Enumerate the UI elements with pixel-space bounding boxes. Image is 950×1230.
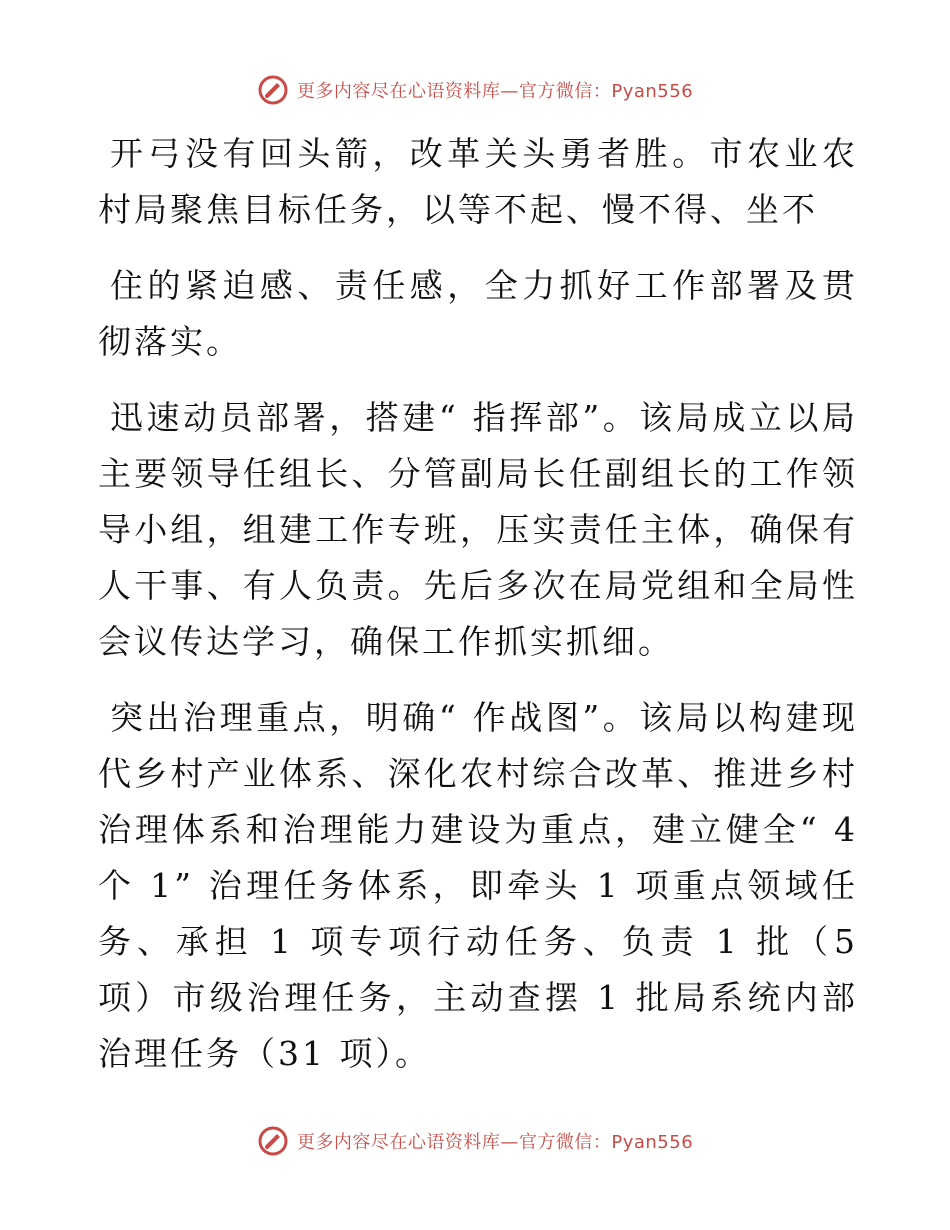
paragraph-3 xyxy=(98,390,858,670)
watermark-text: 更多内容尽在心语资料库—官方微信：Pyan556 xyxy=(296,1132,694,1153)
watermark-text: 更多内容尽在心语资料库—官方微信：Pyan556 xyxy=(296,81,694,102)
paragraph-2-text: 住的紧迫感、责任感，全力抓好工作部署及贯彻落实。 xyxy=(98,266,858,361)
paragraph-2 xyxy=(98,258,858,370)
paragraph-1-text: 开弓没有回头箭，改革关头勇者胜。市农业农村局聚焦目标任务，以等不起、慢不得、坐不 xyxy=(98,134,858,229)
watermark-logo-icon xyxy=(257,1125,289,1157)
paragraph-4-text: 突出治理重点，明确“ 作战图”。该局以构建现代乡村产业体系、深化农村综合改革、推进乡村治理体系和治理能力建设为重点，建立健全“ 4 个 1” 治理任务体系，即牵头 1 项重点领域任务、承担 1 项专项行动任务、负责 1 批（5 项）市级治理任务，主动查摆 1 批局系统内部治理任务（31 项）。 xyxy=(98,698,858,1073)
paragraph-4 xyxy=(98,690,858,1082)
watermark-logo-icon xyxy=(257,74,289,106)
paragraph-1 xyxy=(98,126,858,238)
document-body xyxy=(98,126,858,1102)
footer-watermark xyxy=(0,1125,950,1157)
paragraph-3-text: 迅速动员部署，搭建“ 指挥部”。该局成立以局主要领导任组长、分管副局长任副组长的工作领导小组，组建工作专班，压实责任主体，确保有人干事、有人负责。先后多次在局党组和全局性会议传达学习，确保工作抓实抓细。 xyxy=(98,398,858,661)
header-watermark xyxy=(0,74,950,106)
